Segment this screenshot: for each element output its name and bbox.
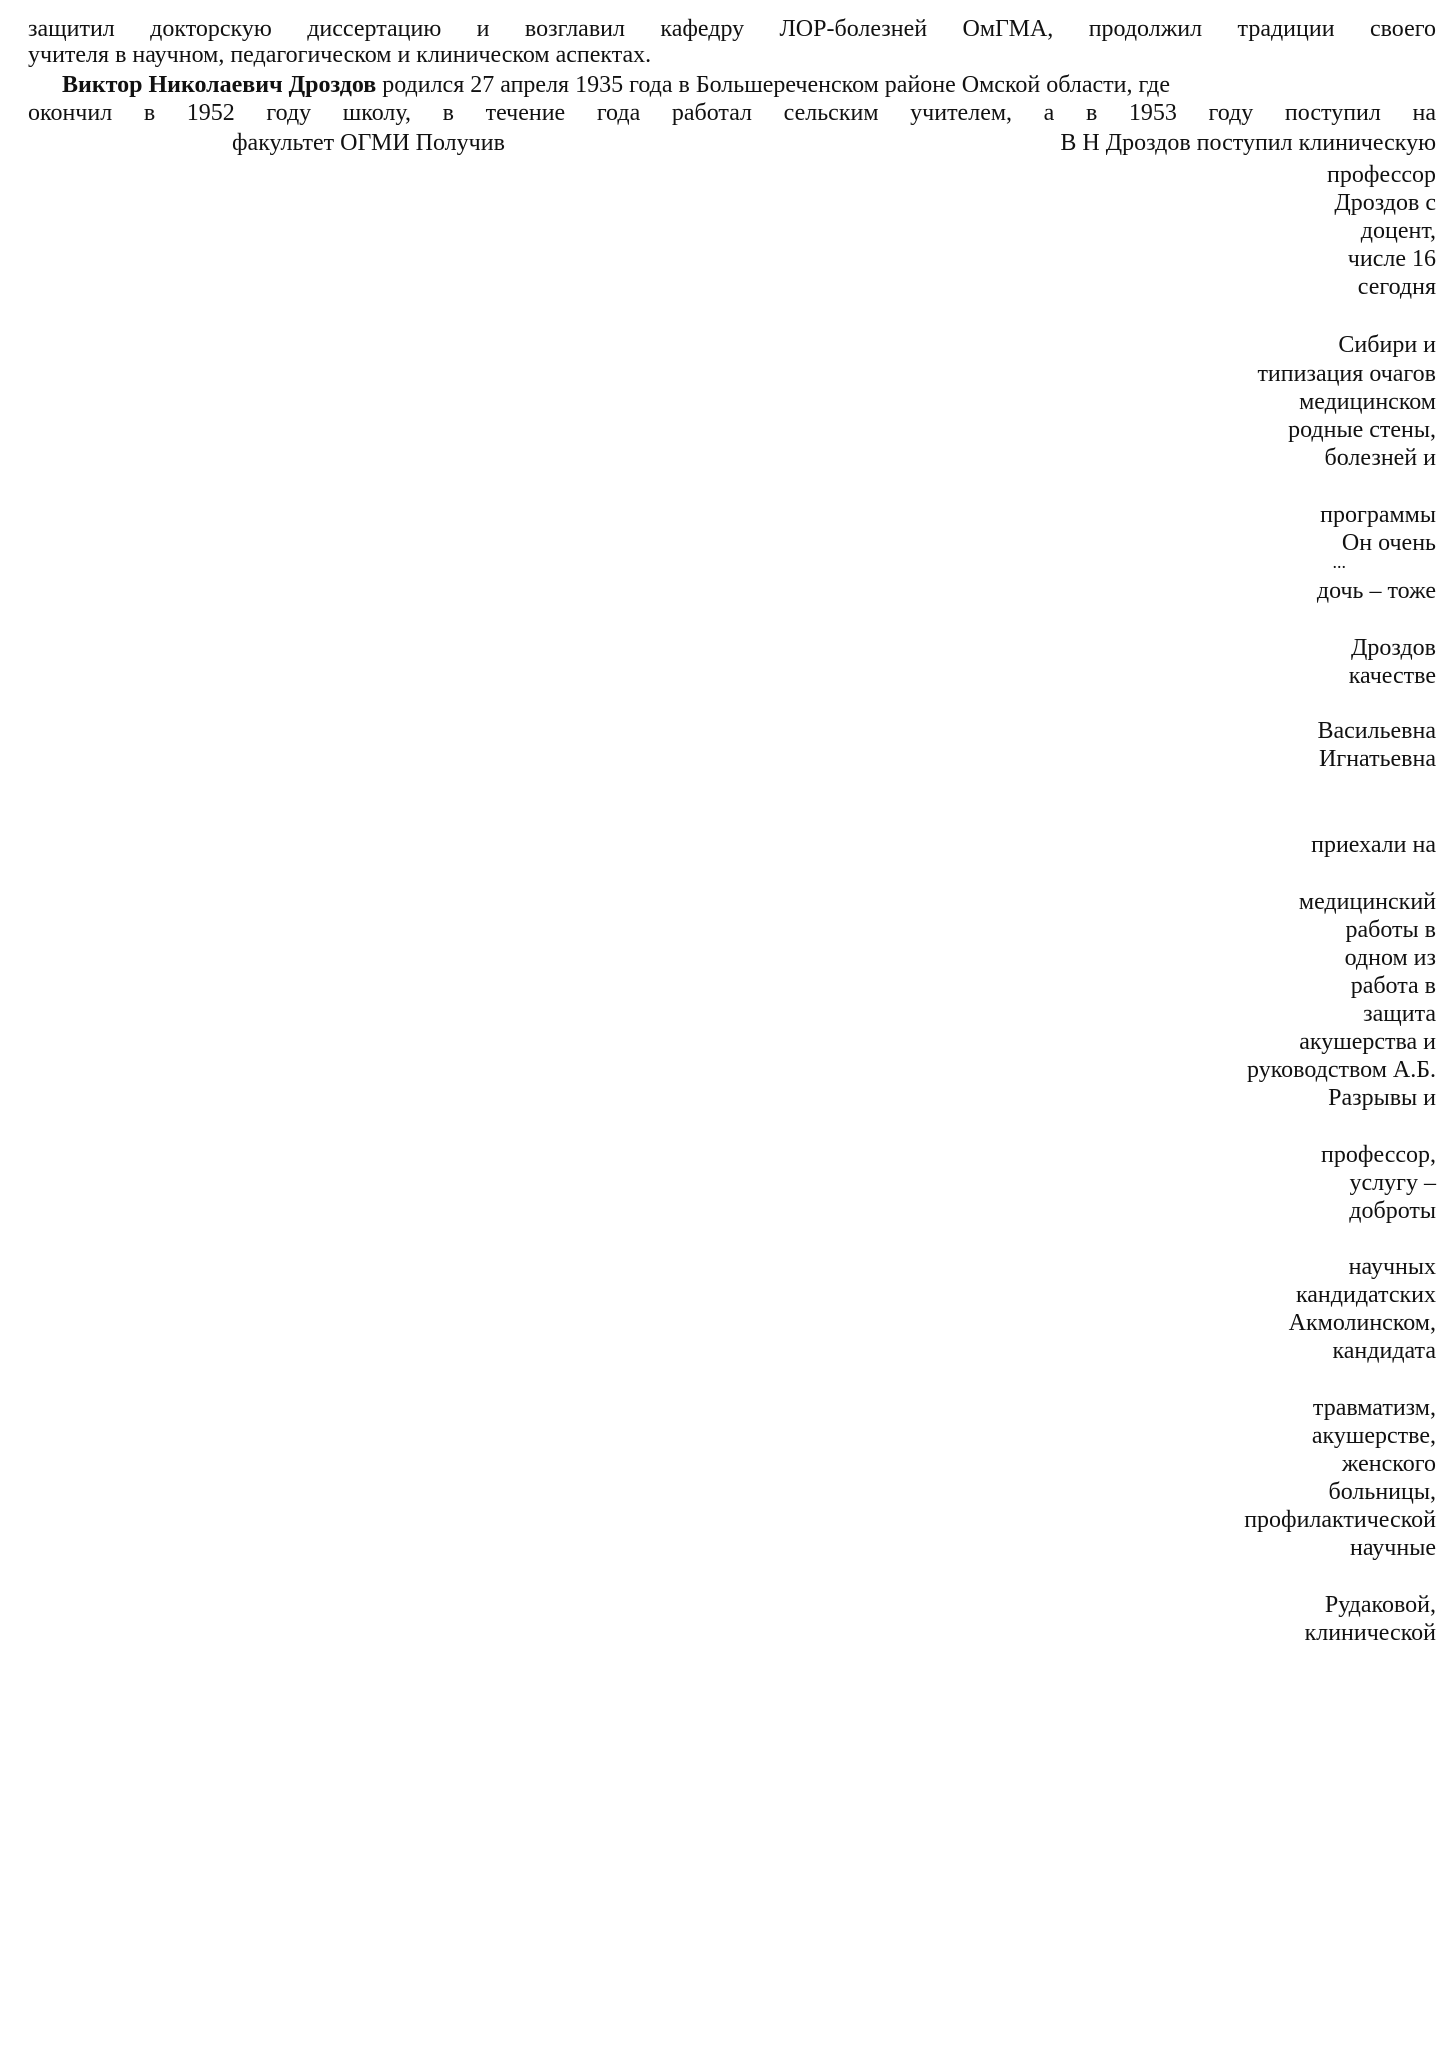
bio-line-3-right: В Н Дроздов поступил клиническую	[1060, 130, 1436, 156]
text-fragment: работы в	[1345, 917, 1436, 943]
text-fragment: больницы,	[1328, 1479, 1436, 1505]
word: на	[1412, 100, 1436, 126]
word: сельским	[783, 100, 879, 126]
text-fragment: травматизм,	[1312, 1395, 1436, 1421]
text-fragment: клинической	[1304, 1620, 1436, 1646]
text-fragment: дочь – тоже	[1316, 578, 1436, 604]
word: своего	[1369, 16, 1436, 42]
text-fragment: Рудаковой,	[1324, 1592, 1436, 1618]
word: диссертацию	[307, 16, 442, 42]
word: традиции	[1237, 16, 1335, 42]
text-fragment: Акмолинском,	[1288, 1310, 1436, 1336]
text-fragment: Разрывы и	[1328, 1085, 1436, 1111]
word: продолжил	[1088, 16, 1203, 42]
person-name: Виктор Николаевич Дроздов	[62, 72, 377, 98]
text-fragment: профессор	[1327, 162, 1436, 188]
word: году	[1208, 100, 1254, 126]
word: работал	[671, 100, 753, 126]
word: года	[596, 100, 641, 126]
text-fragment: сегодня	[1357, 274, 1436, 300]
text-fragment: руководством А.Б.	[1247, 1057, 1436, 1083]
word: 1953	[1128, 100, 1177, 126]
text-fragment: качестве	[1348, 663, 1436, 689]
text-fragment: типизация очагов	[1257, 361, 1436, 387]
text-fragment: медицинском	[1299, 389, 1436, 415]
text-fragment: профессор,	[1321, 1142, 1436, 1168]
text-fragment: акушерства и	[1299, 1029, 1436, 1055]
text-fragment: профилактической	[1244, 1507, 1436, 1533]
text-fragment: кандидатских	[1295, 1282, 1436, 1308]
word: ЛОР-болезней	[779, 16, 928, 42]
word: году	[266, 100, 312, 126]
word: и	[476, 16, 490, 42]
text-fragment: Игнатьевна	[1319, 746, 1436, 772]
word: ОмГМА,	[962, 16, 1054, 42]
word: течение	[485, 100, 566, 126]
word: докторскую	[150, 16, 272, 42]
word: защитил	[28, 16, 115, 42]
text-fragment: защита	[1363, 1001, 1436, 1027]
text-fragment: Васильевна	[1317, 718, 1436, 744]
text-fragment: научных	[1348, 1254, 1436, 1280]
text-fragment: одном из	[1344, 945, 1436, 971]
text-fragment: Дроздов	[1351, 635, 1436, 661]
text-fragment: родные стены,	[1288, 417, 1436, 443]
text-fragment: приехали на	[1311, 832, 1436, 858]
text-fragment: Он очень	[1341, 530, 1436, 556]
word: поступил	[1284, 100, 1381, 126]
word: возглавил	[524, 16, 625, 42]
text-fragment: научные	[1350, 1535, 1436, 1561]
text-fragment: доцент,	[1360, 218, 1436, 244]
bio-line-1-text: родился 27 апреля 1935 года в Большереченском районе Омской области, где	[376, 72, 1170, 98]
intro-line-2: учителя в научном, педагогическом и клиническом аспектах.	[28, 42, 652, 68]
text-fragment: Сибири и	[1338, 332, 1436, 358]
text-fragment: программы	[1320, 502, 1436, 528]
text-fragment: акушерстве,	[1311, 1423, 1436, 1449]
text-fragment: доброты	[1349, 1198, 1436, 1224]
ellipsis-fragment: ...	[1332, 552, 1346, 572]
word: учителем,	[910, 100, 1013, 126]
word: окончил	[28, 100, 113, 126]
word: а	[1043, 100, 1055, 126]
bio-line-3-left: факультет ОГМИ Получив	[232, 130, 505, 156]
text-fragment: болезней и	[1324, 445, 1436, 471]
text-fragment: медицинский	[1298, 889, 1436, 915]
text-fragment: числе 16	[1347, 246, 1436, 272]
text-fragment: услугу –	[1349, 1170, 1436, 1196]
word: в	[442, 100, 454, 126]
text-fragment: Дроздов с	[1334, 190, 1436, 216]
word: в	[1085, 100, 1098, 126]
text-fragment: женского	[1341, 1451, 1436, 1477]
word: 1952	[186, 100, 235, 126]
word: школу,	[342, 100, 411, 126]
right-column-fragments	[936, 0, 1436, 2050]
text-fragment: работа в	[1350, 973, 1436, 999]
word: кафедру	[660, 16, 745, 42]
word: в	[143, 100, 156, 126]
text-fragment: кандидата	[1332, 1338, 1436, 1364]
